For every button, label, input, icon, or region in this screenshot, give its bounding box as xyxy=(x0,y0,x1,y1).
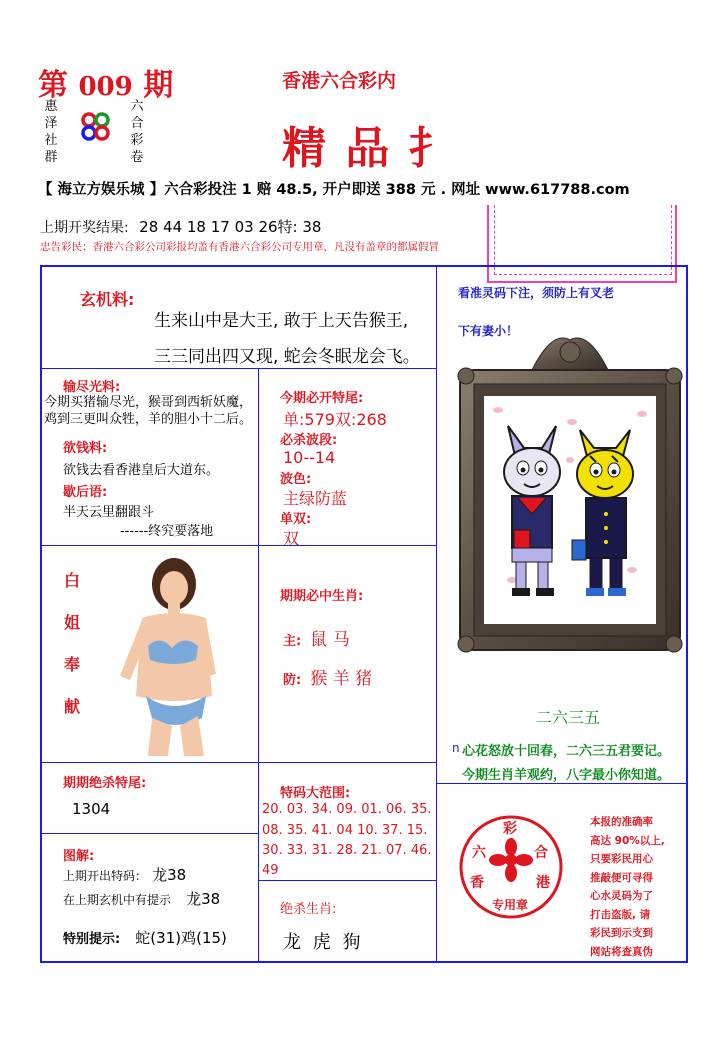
model-photo xyxy=(112,556,220,756)
tujie-line2-label: 在上期玄机中有提示 xyxy=(63,893,172,907)
te-ma-range-line3: 30. 33. 31. 28. 21. 07. 46. xyxy=(262,843,432,858)
accuracy-line: 心水灵码为了 xyxy=(590,890,653,902)
xiehouyu-title: 歇后语: xyxy=(63,485,108,500)
bo-se-title: 波色: xyxy=(280,472,312,487)
bo-duan-title: 必杀波段: xyxy=(280,433,338,448)
warning-text: 忠告彩民：香港六合彩公司彩报均盖有香港六合彩公司专用章，凡没有盖章的都属假冒 xyxy=(40,241,439,253)
row-divider-2 xyxy=(41,545,437,546)
tujie-line1 xyxy=(63,864,186,885)
tujie-title: 图解: xyxy=(63,849,95,864)
poem-marker: n xyxy=(452,741,460,755)
rings-logo-icon xyxy=(78,108,114,144)
yuqian-text: 欲钱去看香港皇后大道东。 xyxy=(63,463,220,478)
center-divider xyxy=(436,266,437,962)
last-result xyxy=(40,216,321,237)
poem-line2: 今期生肖羊观约，八字最小你知道。 xyxy=(462,768,671,783)
note-line1: 看准灵码下注，须防上有叉老 xyxy=(458,286,615,300)
right-vertical-text: 六 合 彩 卷 xyxy=(130,99,144,165)
accuracy-line: 本报的准确率 xyxy=(590,816,653,828)
seal-left-char: 六 xyxy=(472,845,486,861)
row-divider-4 xyxy=(41,833,258,834)
row-divider-6 xyxy=(436,783,687,784)
note-line2: 下有妻小！ xyxy=(458,324,519,338)
accuracy-line: 网站将查真伪 xyxy=(590,945,653,958)
xuanji-line2: 三三同出四又现, 蛇会冬眠龙会飞。 xyxy=(154,347,420,367)
left-divider xyxy=(258,368,259,962)
accuracy-line: 推敲便可寻得 xyxy=(590,871,653,884)
dan-shuang-value: 双 xyxy=(283,529,300,548)
bi-zhong-fang-label: 防: xyxy=(283,673,302,688)
seal-bottom-text: 专用章 xyxy=(492,898,529,912)
row-divider-1 xyxy=(41,368,437,369)
te-ma-range-title: 特码大范围: xyxy=(280,786,351,801)
bi-zhong-fang-value: 猴 羊 猪 xyxy=(310,669,373,689)
main-title: 精 品 扌 xyxy=(282,123,455,174)
row-divider-5 xyxy=(258,880,436,881)
te-wei-value: 单:579双:268 xyxy=(283,410,387,429)
te-ma-range-line4: 49 xyxy=(262,863,279,878)
xuanji-line1: 生来山中是大王, 敢于上天告猴王, xyxy=(154,311,409,331)
seal-bottom-left-char: 香 xyxy=(470,875,484,891)
row-divider-3 xyxy=(41,762,437,763)
ad-line: 【 海立方娱乐城 】六合彩投注 1 赔 48.5, 开户即送 388 元 . 网址 www.617788.com xyxy=(38,182,630,198)
left-vertical-text: 惠 泽 社 群 xyxy=(44,99,58,165)
bi-zhong-fang xyxy=(283,664,372,689)
accuracy-line: 彩民到示支到 xyxy=(590,927,653,939)
last-result-label: 上期开奖结果: xyxy=(40,220,129,236)
issue-title xyxy=(38,60,173,104)
tujie-line1-value: 龙38 xyxy=(152,866,187,884)
accuracy-block xyxy=(590,813,686,961)
seal-right-char: 合 xyxy=(534,845,548,861)
last-result-numbers: 28 44 18 17 03 26特: 38 xyxy=(139,218,322,236)
dan-shuang-title: 单双: xyxy=(280,512,312,527)
bi-zhong-main-value: 鼠 马 xyxy=(310,630,350,650)
tujie-line1-label: 上期开出特码： xyxy=(63,869,148,883)
tujie-line2-value: 龙38 xyxy=(186,890,221,908)
bi-zhong-main-label: 主: xyxy=(283,634,302,649)
te-bie xyxy=(63,927,227,948)
seal-top-char: 彩 xyxy=(503,821,517,837)
te-ma-range-line1: 20. 03. 34. 09. 01. 06. 35. xyxy=(262,802,432,817)
poem-line1: 心花怒放十回春，二六三五君要记。 xyxy=(462,744,671,759)
issue-number: 009 xyxy=(78,72,133,102)
xiehouyu-line2: ------终究要落地 xyxy=(120,524,214,539)
jue-sha-sheng-xiao-value: 龙 虎 狗 xyxy=(283,932,364,953)
accuracy-line: 打击盗版, 请 xyxy=(590,908,651,921)
accuracy-line: 高达 90%以上, xyxy=(590,834,665,847)
jue-sha-sheng-xiao-title: 绝杀生肖: xyxy=(280,902,337,917)
te-wei-title: 今期必开特尾: xyxy=(280,391,364,406)
te-bie-title: 特别提示: xyxy=(63,932,121,947)
jue-sha-te-wei-value: 1304 xyxy=(72,800,111,818)
shu-text: 今期买猪输尽光，猴哥到西斩妖魔，鸡到三更叫众牲，羊的胆小十二后。 xyxy=(44,395,253,427)
accuracy-line: 只要彩民用心 xyxy=(590,853,653,865)
xuanji-title: 玄机料: xyxy=(80,290,135,309)
bo-se-value: 主绿防蓝 xyxy=(283,489,348,508)
bo-duan-value: 10--14 xyxy=(283,448,336,467)
xiehouyu-line1: 半天云里翻跟斗 xyxy=(63,505,155,520)
subtitle: 香港六合彩内 xyxy=(282,70,397,92)
bai-jie-vertical: 白 姐 奉 献 xyxy=(63,571,80,716)
te-bie-value: 蛇(31)鸡(15) xyxy=(135,929,227,947)
bi-zhong-title: 期期必中生肖: xyxy=(280,589,364,604)
issue-suffix: 期 xyxy=(143,68,174,103)
jue-sha-te-wei-title: 期期绝杀特尾: xyxy=(63,776,147,791)
shu-title: 输尽光料: xyxy=(63,380,121,395)
ornate-frame-picture xyxy=(452,330,688,660)
bi-zhong-main xyxy=(283,625,350,650)
tujie-line2 xyxy=(63,888,220,909)
te-ma-range-line2: 08. 35. 41. 04 10. 37. 15. xyxy=(262,823,428,838)
issue-prefix: 第 xyxy=(38,68,68,103)
yuqian-title: 欲钱料: xyxy=(63,441,108,456)
poem-title: 二六三五 xyxy=(536,708,601,727)
seal-bottom-right-char: 港 xyxy=(536,875,550,891)
official-seal xyxy=(456,812,566,922)
